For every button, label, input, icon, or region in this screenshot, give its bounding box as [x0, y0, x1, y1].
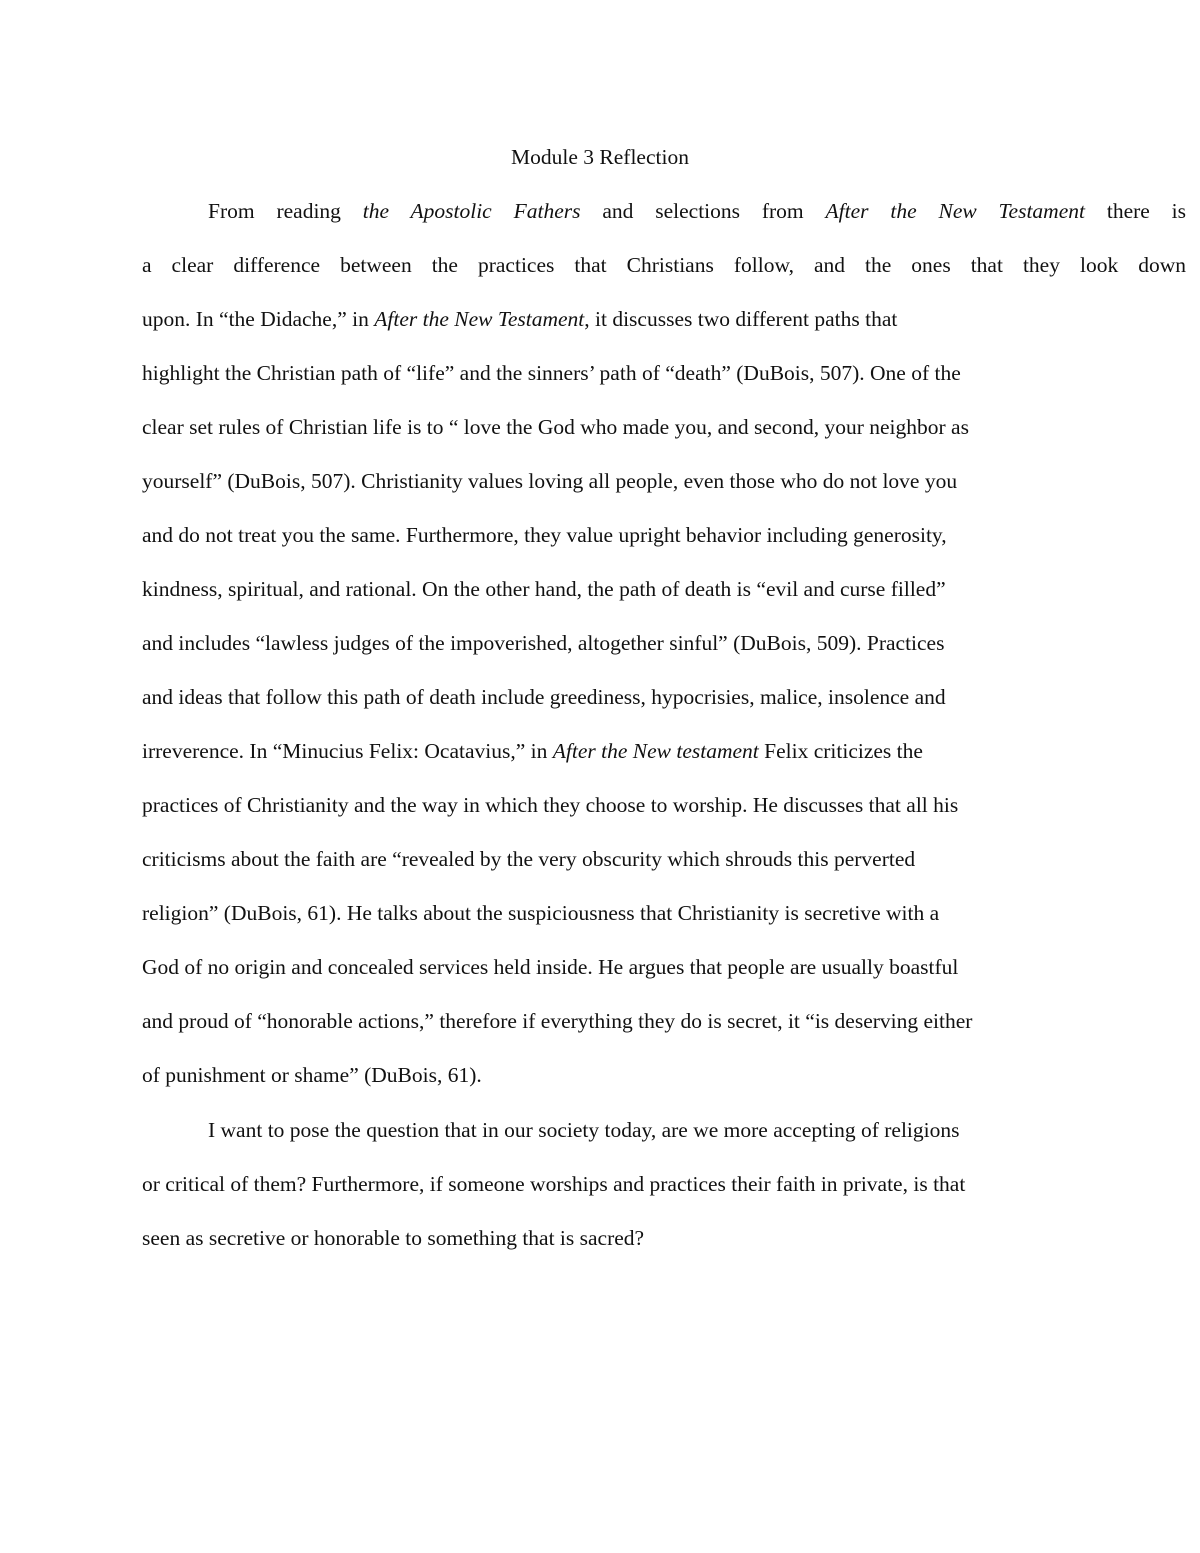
- line-text-segment: upon. In “the Didache,” in: [142, 307, 375, 331]
- line-text-segment: , it discusses two different paths that: [584, 307, 898, 331]
- document-title: Module 3 Reflection: [511, 145, 689, 169]
- line-text-segment: seen as secretive or honorable to something that is sacred?: [142, 1226, 645, 1250]
- line-text-segment: highlight the Christian path of “life” and the sinners’ path of “death” (DuBois, 507). One of the: [142, 361, 961, 385]
- text-line: [142, 845, 915, 873]
- text-line: [142, 1224, 644, 1252]
- line-text-segment: and selections from: [580, 199, 826, 223]
- text-line: [142, 521, 947, 549]
- text-line: [142, 359, 961, 387]
- text-line: [142, 791, 958, 819]
- line-text-segment: I want to pose the question that in our society today, are we more accepting of religions: [208, 1118, 960, 1142]
- line-text-segment: a clear difference between the practices that Christians follow, and the ones that they look down: [142, 253, 1186, 277]
- line-text-segment: From reading: [208, 199, 363, 223]
- line-text-segment: God of no origin and concealed services held inside. He argues that people are usually boastful: [142, 955, 959, 979]
- text-line: [142, 575, 946, 603]
- line-text-segment: of punishment or shame” (DuBois, 61).: [142, 1063, 482, 1087]
- line-text-segment: and includes “lawless judges of the impoverished, altogether sinful” (DuBois, 509). Practices: [142, 631, 945, 655]
- text-line: [142, 683, 946, 711]
- text-line: [142, 1007, 972, 1035]
- text-line: [142, 467, 957, 495]
- line-text-segment: Felix criticizes the: [758, 739, 923, 763]
- text-line: [142, 899, 939, 927]
- text-line: [142, 1170, 965, 1198]
- line-text-segment: and do not treat you the same. Furthermore, they value upright behavior including generosity,: [142, 523, 947, 547]
- line-text-segment: kindness, spiritual, and rational. On the other hand, the path of death is “evil and curse filled”: [142, 577, 946, 601]
- text-line: [208, 197, 1186, 225]
- line-text-segment: or critical of them? Furthermore, if someone worships and practices their faith in private, is that: [142, 1172, 966, 1196]
- line-text-segment: and proud of “honorable actions,” therefore if everything they do is secret, it “is deserving either: [142, 1009, 973, 1033]
- line-text-segment: and ideas that follow this path of death include greediness, hypocrisies, malice, insolence and: [142, 685, 946, 709]
- line-text-segment: practices of Christianity and the way in which they choose to worship. He discusses that all his: [142, 793, 959, 817]
- text-line: [208, 1116, 959, 1144]
- line-text-segment: there is: [1084, 199, 1187, 223]
- line-text-segment: clear set rules of Christian life is to “ love the God who made you, and second, your neighbor as: [142, 415, 969, 439]
- italic-title-text: the Apostolic Fathers: [362, 199, 581, 223]
- text-line: [142, 737, 923, 765]
- italic-title-text: After the New Testament: [374, 307, 585, 331]
- italic-title-text: After the New testament: [552, 739, 759, 763]
- line-text-segment: irreverence. In “Minucius Felix: Ocatavius,” in: [142, 739, 553, 763]
- text-line: [142, 629, 944, 657]
- text-line: [142, 953, 958, 981]
- text-line: [142, 413, 969, 441]
- italic-title-text: After the New Testament: [825, 199, 1085, 223]
- line-text-segment: criticisms about the faith are “revealed by the very obscurity which shrouds this perverted: [142, 847, 916, 871]
- line-text-segment: yourself” (DuBois, 507). Christianity values loving all people, even those who do not love you: [142, 469, 958, 493]
- text-line: [142, 1061, 482, 1089]
- text-line: [142, 305, 897, 333]
- text-line: [142, 251, 1186, 279]
- line-text-segment: religion” (DuBois, 61). He talks about the suspiciousness that Christianity is secretive with a: [142, 901, 940, 925]
